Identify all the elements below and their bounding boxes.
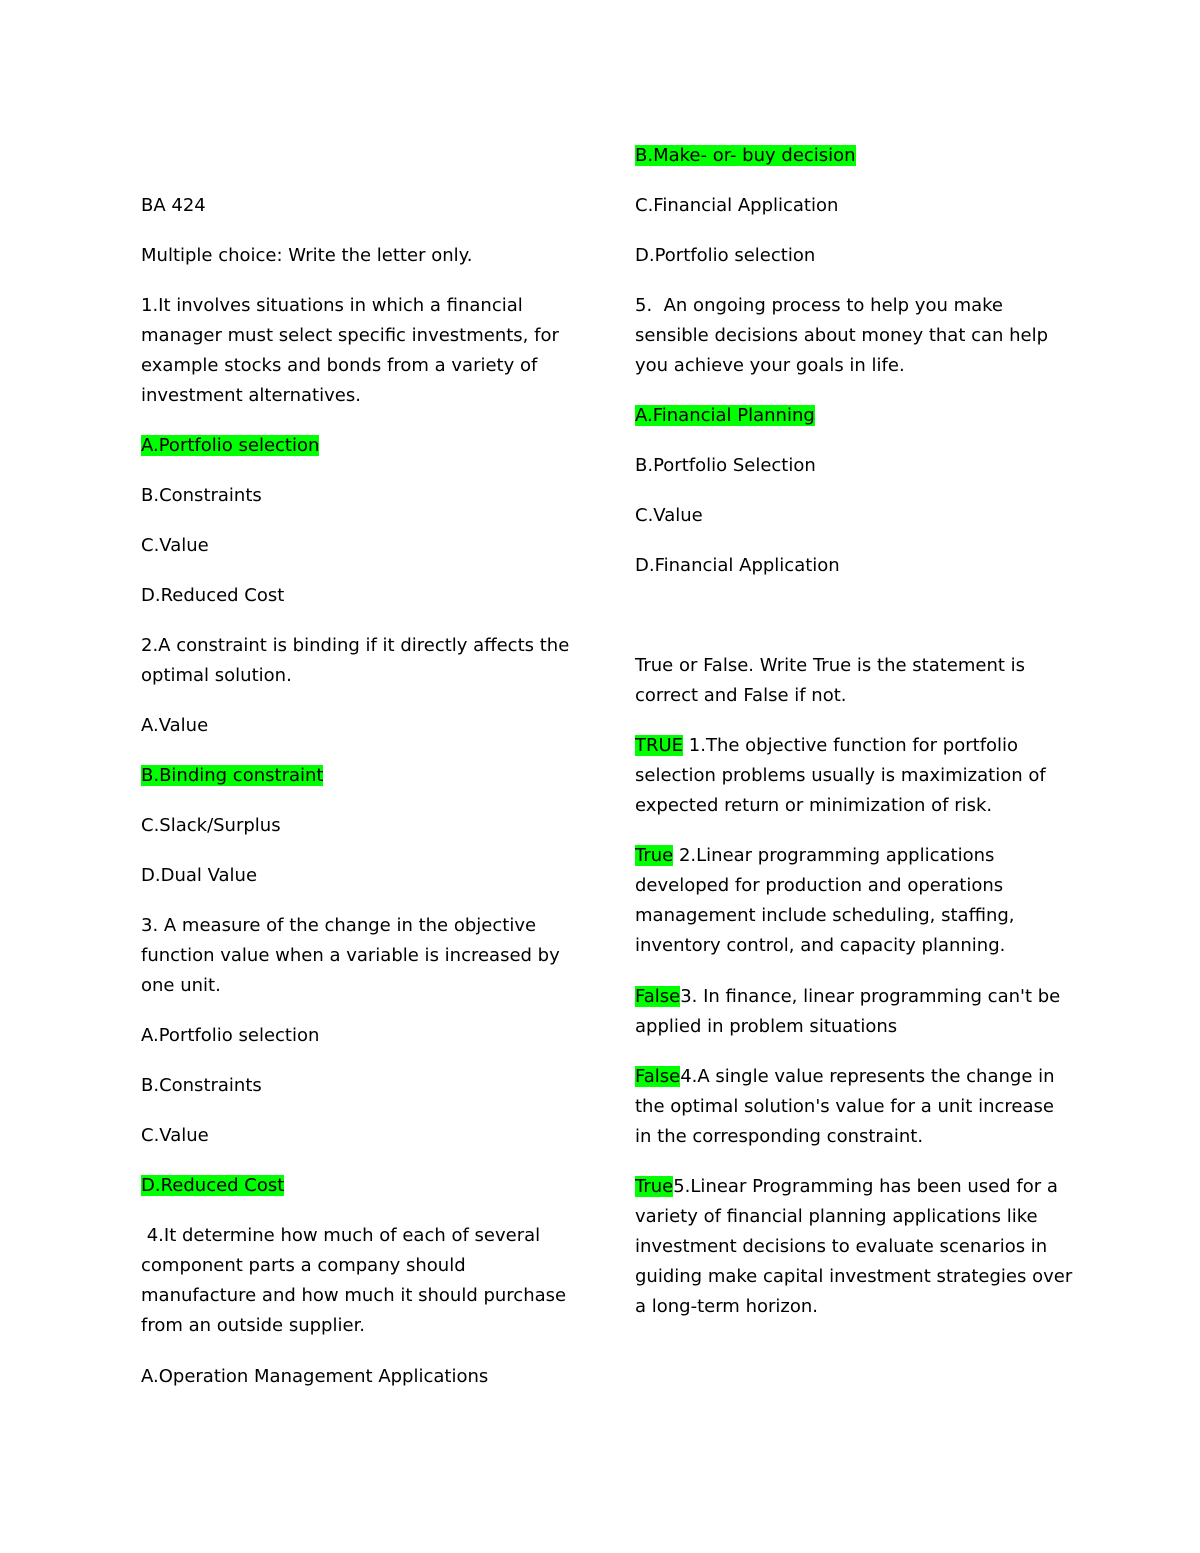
question-3-line: function value when a variable is increased by xyxy=(141,945,560,966)
q1-option-c: C.Value xyxy=(141,535,209,556)
q3-option-b: B.Constraints xyxy=(141,1075,262,1096)
question-3-line: one unit. xyxy=(141,975,221,996)
tf-item-4-line: in the corresponding constraint. xyxy=(635,1126,924,1147)
tf-instructions-line: correct and False if not. xyxy=(635,685,847,706)
question-4-line: 4.It determine how much of each of several xyxy=(141,1225,541,1246)
q1-option-a-answer xyxy=(141,431,319,461)
question-1-line: example stocks and bonds from a variety of xyxy=(141,355,538,376)
answer-highlight: B.Make- or- buy decision xyxy=(635,145,856,166)
tf-item-2-line: management include scheduling, staffing, xyxy=(635,905,1015,926)
answer-highlight: False xyxy=(635,986,681,1007)
tf-item-2-line: inventory control, and capacity planning. xyxy=(635,935,1006,956)
answer-highlight: A.Financial Planning xyxy=(635,405,815,426)
question-1-line: investment alternatives. xyxy=(141,385,361,406)
answer-highlight: D.Reduced Cost xyxy=(141,1175,285,1196)
tf-item-2-line: developed for production and operations xyxy=(635,875,1004,896)
q5-option-a-answer xyxy=(635,401,815,431)
tf-item-5-line: investment decisions to evaluate scenarios in xyxy=(635,1236,1048,1257)
q2-option-c: C.Slack/Surplus xyxy=(141,815,281,836)
q5-option-d: D.Financial Application xyxy=(635,555,840,576)
q5-option-b: B.Portfolio Selection xyxy=(635,455,816,476)
tf-item-5 xyxy=(635,1172,1058,1202)
question-4-line: from an outside supplier. xyxy=(141,1315,366,1336)
question-4-line: component parts a company should xyxy=(141,1255,466,1276)
q4-option-a: A.Operation Management Applications xyxy=(141,1366,489,1387)
tf-item-5-line: a long-term horizon. xyxy=(635,1296,818,1317)
question-1-line: manager must select specific investments, for xyxy=(141,325,559,346)
tf-item-1-line: selection problems usually is maximization of xyxy=(635,765,1046,786)
q3-option-a: A.Portfolio selection xyxy=(141,1025,320,1046)
q2-option-a: A.Value xyxy=(141,715,209,736)
question-3-line: 3. A measure of the change in the objective xyxy=(141,915,537,936)
question-2-line: optimal solution. xyxy=(141,665,292,686)
tf-statement: 5.Linear Programming has been used for a xyxy=(673,1176,1058,1197)
question-1-line: 1.It involves situations in which a financial xyxy=(141,295,523,316)
tf-instructions-line: True or False. Write True is the statement is xyxy=(635,655,1026,676)
q3-option-c: C.Value xyxy=(141,1125,209,1146)
question-5-line: sensible decisions about money that can help xyxy=(635,325,1049,346)
mc-instructions: Multiple choice: Write the letter only. xyxy=(141,245,473,266)
tf-statement: 1.The objective function for portfolio xyxy=(683,735,1019,756)
answer-highlight: False xyxy=(635,1066,681,1087)
answer-highlight: True xyxy=(635,1176,674,1197)
q2-option-b-answer xyxy=(141,761,323,791)
question-5-line: 5. An ongoing process to help you make xyxy=(635,295,1004,316)
tf-item-2 xyxy=(635,841,994,871)
tf-item-4-line: the optimal solution's value for a unit increase xyxy=(635,1096,1054,1117)
answer-highlight: B.Binding constraint xyxy=(141,765,324,786)
tf-item-1-line: expected return or minimization of risk. xyxy=(635,795,993,816)
q5-option-c: C.Value xyxy=(635,505,703,526)
tf-item-4 xyxy=(635,1062,1055,1092)
tf-item-1 xyxy=(635,731,1018,761)
q4-option-c: C.Financial Application xyxy=(635,195,839,216)
tf-item-3 xyxy=(635,982,1060,1012)
tf-item-5-line: guiding make capital investment strategies over xyxy=(635,1266,1073,1287)
tf-statement: 3. In finance, linear programming can't be xyxy=(680,986,1061,1007)
q3-option-d-answer xyxy=(141,1171,284,1201)
question-2-line: 2.A constraint is binding if it directly affects the xyxy=(141,635,570,656)
answer-highlight: True xyxy=(635,845,674,866)
question-4-line: manufacture and how much it should purchase xyxy=(141,1285,567,1306)
question-5-line: you achieve your goals in life. xyxy=(635,355,905,376)
tf-item-3-line: applied in problem situations xyxy=(635,1016,898,1037)
answer-highlight: TRUE xyxy=(635,735,684,756)
tf-statement: 2.Linear programming applications xyxy=(673,845,995,866)
answer-highlight: A.Portfolio selection xyxy=(141,435,320,456)
tf-item-5-line: variety of financial planning applications like xyxy=(635,1206,1038,1227)
tf-statement: 4.A single value represents the change in xyxy=(680,1066,1055,1087)
q1-option-d: D.Reduced Cost xyxy=(141,585,285,606)
q2-option-d: D.Dual Value xyxy=(141,865,258,886)
q4-option-b-answer xyxy=(635,141,856,171)
q4-option-d: D.Portfolio selection xyxy=(635,245,816,266)
course-title: BA 424 xyxy=(141,195,206,216)
q1-option-b: B.Constraints xyxy=(141,485,262,506)
